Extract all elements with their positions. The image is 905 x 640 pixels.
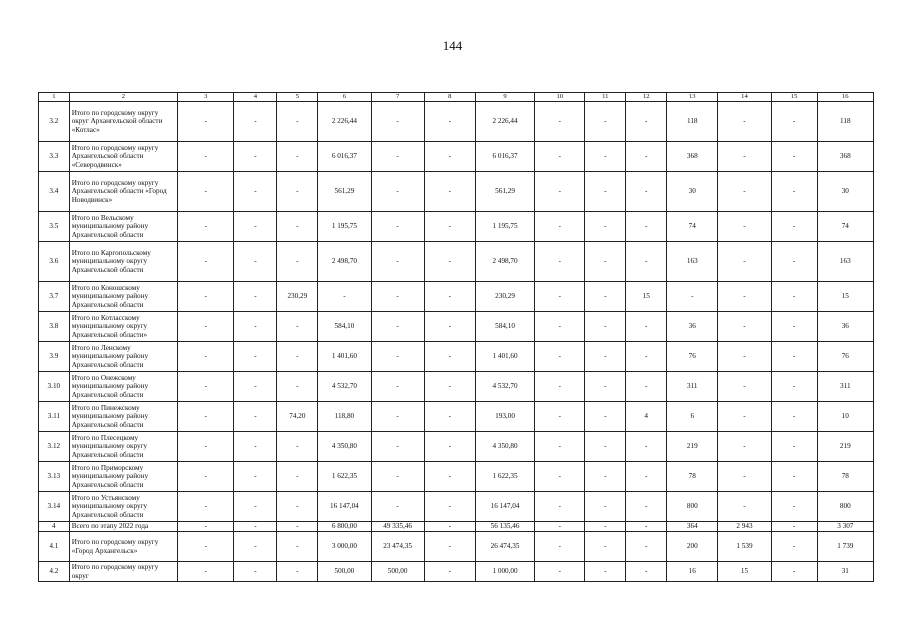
row-code: 3.4 [39,172,70,212]
table-cell: 74,20 [277,402,318,432]
table-cell: - [771,372,817,402]
table-cell: - [626,492,667,522]
table-cell: 74 [817,212,873,242]
table-cell: - [535,532,585,562]
table-cell: - [424,402,475,432]
table-row [39,142,874,172]
table-cell: - [718,402,771,432]
table-cell: - [178,172,234,212]
row-code: 3.2 [39,102,70,142]
table-cell: - [234,242,277,282]
table-cell: 163 [817,242,873,282]
table-cell: - [585,142,626,172]
table-cell: 56 135,46 [475,522,534,532]
table-cell: - [178,532,234,562]
table-cell: - [277,242,318,282]
table-cell: - [318,282,371,312]
table-cell: - [178,142,234,172]
table-cell: - [424,522,475,532]
table-cell: 3 000,00 [318,532,371,562]
table-row [39,522,874,532]
row-code: 3.12 [39,432,70,462]
row-name: Итого по городскому округу округ [69,562,177,582]
row-name: Итого по Котласскому муниципальному округу Архангельской области» [69,312,177,342]
table-cell: - [277,312,318,342]
table-cell: - [178,282,234,312]
table-row [39,462,874,492]
table-cell: 800 [817,492,873,522]
table-cell: - [424,312,475,342]
table-cell: - [234,342,277,372]
table-cell: - [424,102,475,142]
table-cell: 3 307 [817,522,873,532]
table-cell: - [424,562,475,582]
table-cell: 16 [667,562,718,582]
table-cell: - [626,142,667,172]
table-cell: - [585,312,626,342]
table-cell: - [277,372,318,402]
table-cell: 2 226,44 [475,102,534,142]
budget-table [38,92,874,582]
table-cell: - [718,282,771,312]
column-header: 12 [626,93,667,102]
table-cell: 1 622,35 [318,462,371,492]
table-cell: - [277,462,318,492]
row-name: Итого по Онежскому муниципальному району Архангельской области [69,372,177,402]
table-cell: 6 016,37 [318,142,371,172]
table-cell: - [626,532,667,562]
table-cell: - [771,102,817,142]
table-cell: - [585,372,626,402]
table-cell: 15 [817,282,873,312]
table-cell: 2 943 [718,522,771,532]
table-cell: - [626,562,667,582]
table-cell: 500,00 [318,562,371,582]
table-cell: 36 [667,312,718,342]
table-cell: - [718,342,771,372]
table-cell: - [626,212,667,242]
table-cell: 368 [667,142,718,172]
row-name: Итого по Вельскому муниципальному району Архангельской области [69,212,177,242]
table-cell: 311 [817,372,873,402]
table-cell: 561,29 [318,172,371,212]
table-cell: - [371,142,424,172]
table-cell: 1 622,35 [475,462,534,492]
table-cell: 16 147,04 [475,492,534,522]
table-cell: 118 [817,102,873,142]
table-cell: - [234,312,277,342]
row-name: Итого по Ленскому муниципальному району Архангельской области [69,342,177,372]
row-name: Итого по Пинежскому муниципальному району Архангельской области [69,402,177,432]
table-cell: - [535,102,585,142]
table-cell: - [718,492,771,522]
table-cell: 1 739 [817,532,873,562]
column-number-row [39,93,874,102]
table-cell: - [585,282,626,312]
column-header: 2 [69,93,177,102]
table-cell: - [277,562,318,582]
table-cell: 1 195,75 [318,212,371,242]
table-cell: - [718,212,771,242]
table-cell: - [371,102,424,142]
page-number: 144 [442,38,463,53]
row-code: 4 [39,522,70,532]
table-cell: 230,29 [475,282,534,312]
table-cell: - [535,282,585,312]
table-cell: - [424,462,475,492]
table-cell: 76 [817,342,873,372]
table-row [39,102,874,142]
table-cell: - [771,432,817,462]
table-cell: 584,10 [475,312,534,342]
column-header: 8 [424,93,475,102]
table-cell: 2 226,44 [318,102,371,142]
table-cell: - [371,372,424,402]
table-cell: 584,10 [318,312,371,342]
table-cell: - [626,172,667,212]
table-cell: - [771,522,817,532]
table-cell: - [771,282,817,312]
table-cell: 76 [667,342,718,372]
table-cell: 6 800,00 [318,522,371,532]
table-cell: - [718,242,771,282]
table-cell: - [178,212,234,242]
table-cell: - [178,102,234,142]
table-row [39,532,874,562]
row-name: Итого по Каргопольскому муниципальному округу Архангельской области [69,242,177,282]
table-cell: 6 [667,402,718,432]
column-header: 16 [817,93,873,102]
table-cell: - [771,212,817,242]
table-cell: - [371,432,424,462]
table-cell: - [277,432,318,462]
table-cell: - [277,172,318,212]
row-name: Итого по Приморскому муниципальному району Архангельской области [69,462,177,492]
table-body [39,102,874,582]
table-cell: - [535,212,585,242]
row-name: Итого по городскому округу Архангельской области «Северодвинск» [69,142,177,172]
column-header: 3 [178,93,234,102]
table-cell: - [234,402,277,432]
row-name: Итого по городскому округу округ Архангельской области «Котлас» [69,102,177,142]
table-cell: - [535,562,585,582]
table-cell: - [585,242,626,282]
table-cell: - [424,172,475,212]
row-code: 4.2 [39,562,70,582]
table-cell: - [234,432,277,462]
row-code: 3.6 [39,242,70,282]
table-cell: - [626,102,667,142]
table-cell: - [234,522,277,532]
table-cell: - [718,432,771,462]
table-cell: - [771,242,817,282]
table-cell: - [371,172,424,212]
table-row [39,282,874,312]
column-header: 6 [318,93,371,102]
table-cell: 1 000,00 [475,562,534,582]
table-cell: - [626,312,667,342]
table-cell: - [585,402,626,432]
table-cell: - [277,102,318,142]
table-cell: - [424,242,475,282]
table-cell: 1 539 [718,532,771,562]
table-cell: - [718,142,771,172]
column-header: 7 [371,93,424,102]
table-cell: - [585,462,626,492]
table-cell: 1 401,60 [475,342,534,372]
table-row [39,312,874,342]
table-cell: - [535,142,585,172]
table-cell: - [585,492,626,522]
table-cell: - [424,142,475,172]
table-cell: - [585,432,626,462]
table-cell: - [771,562,817,582]
table-cell: 78 [817,462,873,492]
table-cell: - [424,432,475,462]
table-cell: 30 [667,172,718,212]
table-cell: 219 [667,432,718,462]
table-cell: - [178,242,234,282]
table-cell: 4 [626,402,667,432]
table-cell: - [585,172,626,212]
table-cell: - [277,342,318,372]
table-cell: - [178,342,234,372]
table-cell: - [234,372,277,402]
table-cell: - [585,522,626,532]
table-cell: 15 [718,562,771,582]
table-cell: - [535,462,585,492]
table-cell: - [178,562,234,582]
table-cell: 118,80 [318,402,371,432]
table-cell: 200 [667,532,718,562]
table-cell: - [234,532,277,562]
table-row [39,342,874,372]
table-cell: - [771,532,817,562]
row-code: 3.7 [39,282,70,312]
table-cell: 49 335,46 [371,522,424,532]
table-cell: 78 [667,462,718,492]
table-cell: - [371,402,424,432]
table-cell: - [277,212,318,242]
table-cell: 31 [817,562,873,582]
table-cell: - [585,342,626,372]
table-cell: 30 [817,172,873,212]
table-cell: - [585,532,626,562]
table-cell: - [234,102,277,142]
table-cell: - [178,522,234,532]
column-header: 9 [475,93,534,102]
table-cell: - [535,432,585,462]
row-name: Итого по Устьянскому муниципальному округу Архангельской области [69,492,177,522]
table-cell: - [718,312,771,342]
column-header: 11 [585,93,626,102]
table-cell: - [178,462,234,492]
row-code: 3.10 [39,372,70,402]
table-cell: - [585,562,626,582]
column-header: 4 [234,93,277,102]
column-header: 10 [535,93,585,102]
row-name: Итого по городскому округу «Город Архангельск» [69,532,177,562]
table-cell: - [371,492,424,522]
table-cell: - [371,462,424,492]
table-cell: - [626,522,667,532]
table-cell: 118 [667,102,718,142]
row-code: 3.14 [39,492,70,522]
table-cell: - [718,372,771,402]
table-cell: - [718,462,771,492]
row-code: 3.8 [39,312,70,342]
table-cell: - [424,492,475,522]
row-code: 3.3 [39,142,70,172]
table-cell: - [424,532,475,562]
table-cell: - [535,312,585,342]
table-cell: 193,00 [475,402,534,432]
table-cell: - [277,532,318,562]
table-cell: 311 [667,372,718,402]
table-cell: - [626,372,667,402]
table-row [39,402,874,432]
row-name: Итого по городскому округу Архангельской области «Город Новодвинск» [69,172,177,212]
table-cell: - [371,282,424,312]
table-cell: 219 [817,432,873,462]
table-cell: 4 350,80 [318,432,371,462]
table-cell: - [277,492,318,522]
table-cell: 10 [817,402,873,432]
table-cell: - [626,462,667,492]
table-cell: - [771,342,817,372]
table-cell: - [371,212,424,242]
table-cell: 4 350,80 [475,432,534,462]
row-code: 3.13 [39,462,70,492]
table-cell: 36 [817,312,873,342]
table-cell: - [234,212,277,242]
table-cell: 2 498,70 [475,242,534,282]
table-row [39,432,874,462]
table-row [39,562,874,582]
table-cell: - [277,142,318,172]
table-cell: - [535,492,585,522]
table-cell: - [234,492,277,522]
table-cell: 364 [667,522,718,532]
table-cell: - [535,402,585,432]
column-header: 15 [771,93,817,102]
row-code: 3.11 [39,402,70,432]
table-cell: - [178,312,234,342]
table-cell: - [424,342,475,372]
table-cell: - [771,462,817,492]
table-cell: - [234,462,277,492]
table-cell: 74 [667,212,718,242]
table-cell: - [718,172,771,212]
table-cell: 23 474,35 [371,532,424,562]
row-name: Всего по этапу 2022 года [69,522,177,532]
table-cell: - [234,142,277,172]
table-cell: - [535,522,585,532]
table-cell: 4 532,70 [475,372,534,402]
table-row [39,212,874,242]
table-cell: - [371,242,424,282]
table-cell: - [234,282,277,312]
table-cell: - [771,492,817,522]
table-cell: - [178,432,234,462]
table-cell: - [371,342,424,372]
table-cell: - [771,172,817,212]
table-cell: - [535,172,585,212]
table-cell: 15 [626,282,667,312]
table-cell: 230,29 [277,282,318,312]
table-cell: 163 [667,242,718,282]
table-cell: 1 195,75 [475,212,534,242]
table-cell: - [371,312,424,342]
table-cell: 1 401,60 [318,342,371,372]
table-cell: - [771,402,817,432]
table-cell: - [234,562,277,582]
column-header: 13 [667,93,718,102]
table-cell: - [234,172,277,212]
table-cell: - [178,372,234,402]
table-cell: - [718,102,771,142]
table-cell: - [626,242,667,282]
table-cell: - [667,282,718,312]
column-header: 5 [277,93,318,102]
row-code: 4.1 [39,532,70,562]
table-cell: 500,00 [371,562,424,582]
table-row [39,372,874,402]
table-cell: 4 532,70 [318,372,371,402]
table-row [39,172,874,212]
table-cell: - [585,102,626,142]
row-name: Итого по Коношскому муниципальному району Архангельской области [69,282,177,312]
row-name: Итого по Плесецкому муниципальному округу Архангельской области [69,432,177,462]
table-cell: - [535,242,585,282]
table-cell: - [535,342,585,372]
table-cell: - [424,212,475,242]
table-cell: - [178,402,234,432]
row-code: 3.5 [39,212,70,242]
column-header: 14 [718,93,771,102]
table-cell: 26 474,35 [475,532,534,562]
table-cell: - [626,432,667,462]
table-cell: - [771,312,817,342]
row-code: 3.9 [39,342,70,372]
table-cell: - [424,282,475,312]
table-row [39,242,874,282]
table-cell: 6 016,37 [475,142,534,172]
table-row [39,492,874,522]
column-header: 1 [39,93,70,102]
table-cell: 368 [817,142,873,172]
table-cell: 561,29 [475,172,534,212]
table-cell: - [178,492,234,522]
table-cell: - [535,372,585,402]
table-cell: - [585,212,626,242]
table-cell: 2 498,70 [318,242,371,282]
table-cell: - [626,342,667,372]
table-cell: - [277,522,318,532]
table-cell: 800 [667,492,718,522]
table-cell: - [424,372,475,402]
table-cell: - [771,142,817,172]
table-cell: 16 147,04 [318,492,371,522]
